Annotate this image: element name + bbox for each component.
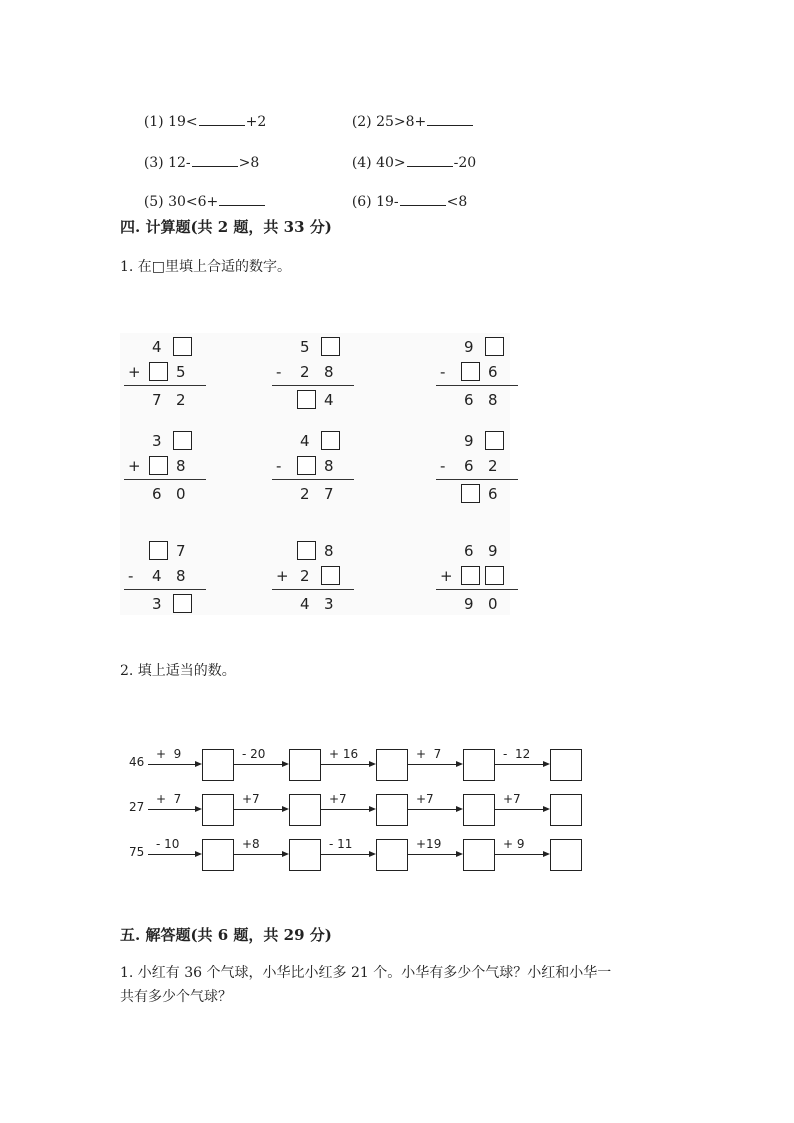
digit: 2 bbox=[176, 391, 186, 409]
chain-answer-box[interactable] bbox=[550, 749, 582, 781]
problem-row-res bbox=[436, 389, 526, 411]
vertical-problem bbox=[124, 430, 214, 508]
chain-arrow bbox=[321, 809, 374, 810]
problem-row-top bbox=[124, 336, 214, 358]
expr-after: -20 bbox=[453, 155, 477, 171]
vertical-problem bbox=[124, 540, 214, 618]
problem-row-top bbox=[436, 540, 526, 562]
chain-operation: + 16 bbox=[329, 747, 359, 761]
operator: + bbox=[440, 567, 453, 585]
problem-row-top bbox=[272, 430, 362, 452]
question-text: 1. 在□里填上合适的数字。 bbox=[120, 259, 292, 275]
problem-row-mid bbox=[272, 455, 362, 477]
digit: 4 bbox=[324, 391, 334, 409]
section-heading: 五. 解答题(共 6 题，共 29 分) bbox=[120, 926, 332, 944]
digit: 4 bbox=[152, 338, 162, 356]
chain-answer-box[interactable] bbox=[463, 794, 495, 826]
digit: 5 bbox=[176, 363, 186, 381]
chain-operation: - 11 bbox=[329, 837, 353, 851]
vertical-problem bbox=[436, 336, 526, 414]
problem-row-mid bbox=[124, 455, 214, 477]
chain-arrow bbox=[148, 854, 200, 855]
question-text: 1. 小红有 36 个气球，小华比小红多 21 个。小华有多少个气球？小红和小华一 bbox=[120, 965, 612, 981]
expr-before: 30<6+ bbox=[168, 194, 219, 210]
problem-row-mid bbox=[124, 361, 214, 383]
digit-answer-box[interactable] bbox=[149, 456, 168, 475]
chain-start-number: 75 bbox=[129, 845, 145, 859]
sum-line bbox=[272, 589, 354, 590]
question-text: 共有多少个气球？ bbox=[120, 989, 232, 1005]
problem-row-mid bbox=[272, 565, 362, 587]
chain-arrow bbox=[234, 809, 287, 810]
question-text: 2. 填上适当的数。 bbox=[120, 663, 236, 679]
digit: 0 bbox=[176, 485, 186, 503]
chain-answer-box[interactable] bbox=[202, 794, 234, 826]
chain-answer-box[interactable] bbox=[202, 749, 234, 781]
chain-answer-box[interactable] bbox=[289, 839, 321, 871]
digit: 6 bbox=[464, 542, 474, 560]
operator: - bbox=[276, 457, 282, 475]
chain-operation: +7 bbox=[416, 792, 434, 806]
sum-line bbox=[436, 385, 518, 386]
problem-row-top bbox=[272, 540, 362, 562]
chain-operation: +7 bbox=[503, 792, 521, 806]
chain-arrow bbox=[321, 854, 374, 855]
vertical-problem bbox=[436, 540, 526, 618]
chain-arrow bbox=[234, 854, 287, 855]
problem-row-top bbox=[436, 430, 526, 452]
chain-arrow bbox=[495, 764, 548, 765]
digit-answer-box[interactable] bbox=[173, 337, 192, 356]
digit: 3 bbox=[152, 432, 162, 450]
operator: + bbox=[128, 457, 141, 475]
digit-answer-box[interactable] bbox=[297, 541, 316, 560]
chain-answer-box[interactable] bbox=[289, 749, 321, 781]
sum-line bbox=[272, 385, 354, 386]
chain-operation: + 7 bbox=[416, 747, 442, 761]
digit: 9 bbox=[464, 338, 474, 356]
chain-operation: + 9 bbox=[503, 837, 525, 851]
sum-line bbox=[436, 589, 518, 590]
sum-line bbox=[124, 589, 206, 590]
problem-row-res bbox=[124, 593, 214, 615]
digit-answer-box[interactable] bbox=[149, 541, 168, 560]
chain-answer-box[interactable] bbox=[550, 839, 582, 871]
sum-line bbox=[124, 479, 206, 480]
chain-arrow bbox=[234, 764, 287, 765]
digit: 7 bbox=[152, 391, 162, 409]
digit-answer-box[interactable] bbox=[321, 566, 340, 585]
digit-answer-box[interactable] bbox=[461, 484, 480, 503]
item-label: (4) bbox=[351, 155, 372, 171]
expr-before: 40> bbox=[376, 155, 406, 171]
problem-row-res bbox=[436, 593, 526, 615]
chain-arrow bbox=[408, 854, 461, 855]
item-label: (6) bbox=[351, 194, 372, 210]
item-label: (5) bbox=[143, 194, 164, 210]
digit-answer-box[interactable] bbox=[173, 594, 192, 613]
digit-answer-box[interactable] bbox=[321, 337, 340, 356]
chain-operation: +19 bbox=[416, 837, 442, 851]
problem-row-mid bbox=[124, 565, 214, 587]
sum-line bbox=[272, 479, 354, 480]
digit: 2 bbox=[300, 567, 310, 585]
inequality-item bbox=[334, 177, 467, 226]
digit-answer-box[interactable] bbox=[297, 390, 316, 409]
digit: 6 bbox=[464, 457, 474, 475]
digit: 8 bbox=[324, 542, 334, 560]
expr-after: +2 bbox=[245, 114, 267, 130]
vertical-problem bbox=[124, 336, 214, 414]
problem-row-res bbox=[272, 389, 362, 411]
chain-arrow bbox=[495, 854, 548, 855]
vertical-problem bbox=[272, 430, 362, 508]
answer-blank[interactable] bbox=[199, 113, 245, 126]
answer-blank[interactable] bbox=[407, 154, 453, 167]
digit: 6 bbox=[152, 485, 162, 503]
problem-row-res bbox=[124, 389, 214, 411]
digit: 9 bbox=[464, 432, 474, 450]
chain-answer-box[interactable] bbox=[202, 839, 234, 871]
chain-answer-box[interactable] bbox=[289, 794, 321, 826]
chain-arrow bbox=[321, 764, 374, 765]
digit-answer-box[interactable] bbox=[321, 431, 340, 450]
digit: 2 bbox=[488, 457, 498, 475]
expr-before: 12- bbox=[168, 155, 191, 171]
digit: 9 bbox=[464, 595, 474, 613]
problem-row-res bbox=[436, 483, 526, 505]
problem-row-top bbox=[436, 336, 526, 358]
item-label: (2) bbox=[351, 114, 372, 130]
digit: 7 bbox=[176, 542, 186, 560]
digit: 8 bbox=[324, 363, 334, 381]
digit: 6 bbox=[488, 363, 498, 381]
vertical-problem bbox=[272, 336, 362, 414]
digit-answer-box[interactable] bbox=[485, 337, 504, 356]
digit: 8 bbox=[324, 457, 334, 475]
chain-answer-box[interactable] bbox=[550, 794, 582, 826]
problem-row-res bbox=[124, 483, 214, 505]
chain-arrow bbox=[408, 809, 461, 810]
problem-row-top bbox=[124, 540, 214, 562]
digit: 4 bbox=[152, 567, 162, 585]
expr-before: 19< bbox=[168, 114, 198, 130]
problem-row-top bbox=[272, 336, 362, 358]
chain-operation: +8 bbox=[242, 837, 260, 851]
chain-operation: - 10 bbox=[156, 837, 180, 851]
chain-arrow bbox=[495, 809, 548, 810]
chain-answer-box[interactable] bbox=[376, 794, 408, 826]
operator: - bbox=[440, 363, 446, 381]
chain-start-number: 46 bbox=[129, 755, 145, 769]
digit-answer-box[interactable] bbox=[297, 456, 316, 475]
chain-operation: - 12 bbox=[503, 747, 531, 761]
chain-answer-box[interactable] bbox=[463, 749, 495, 781]
digit-answer-box[interactable] bbox=[461, 362, 480, 381]
chain-arrow bbox=[408, 764, 461, 765]
chain-answer-box[interactable] bbox=[376, 839, 408, 871]
chain-arrow bbox=[148, 764, 200, 765]
digit: 6 bbox=[464, 391, 474, 409]
problem-row-top bbox=[124, 430, 214, 452]
chain-operation: + 9 bbox=[156, 747, 182, 761]
digit: 9 bbox=[488, 542, 498, 560]
digit: 2 bbox=[300, 363, 310, 381]
chain-operation: +7 bbox=[329, 792, 347, 806]
digit: 3 bbox=[152, 595, 162, 613]
digit: 2 bbox=[300, 485, 310, 503]
digit-answer-box[interactable] bbox=[173, 431, 192, 450]
digit: 8 bbox=[488, 391, 498, 409]
problem-row-mid bbox=[436, 455, 526, 477]
expr-after: >8 bbox=[238, 155, 260, 171]
problem-row-res bbox=[272, 593, 362, 615]
operator: - bbox=[440, 457, 446, 475]
expr-before: 25>8+ bbox=[376, 114, 427, 130]
digit-answer-box[interactable] bbox=[149, 362, 168, 381]
operator: - bbox=[128, 567, 134, 585]
digit-answer-box[interactable] bbox=[461, 566, 480, 585]
sum-line bbox=[436, 479, 518, 480]
digit: 3 bbox=[324, 595, 334, 613]
item-label: (1) bbox=[143, 114, 164, 130]
expr-before: 19- bbox=[376, 194, 399, 210]
answer-blank[interactable] bbox=[427, 113, 473, 126]
answer-blank[interactable] bbox=[400, 193, 446, 206]
problem-row-mid bbox=[272, 361, 362, 383]
digit-answer-box[interactable] bbox=[485, 566, 504, 585]
answer-blank[interactable] bbox=[192, 154, 238, 167]
chain-operation: + 7 bbox=[156, 792, 182, 806]
chain-answer-box[interactable] bbox=[463, 839, 495, 871]
problem-row-mid bbox=[436, 361, 526, 383]
digit: 4 bbox=[300, 595, 310, 613]
digit: 0 bbox=[488, 595, 498, 613]
chain-arrow bbox=[148, 809, 200, 810]
operator: - bbox=[276, 363, 282, 381]
digit: 4 bbox=[300, 432, 310, 450]
vertical-problem bbox=[436, 430, 526, 508]
vertical-problem bbox=[272, 540, 362, 618]
digit-answer-box[interactable] bbox=[485, 431, 504, 450]
chain-start-number: 27 bbox=[129, 800, 145, 814]
digit: 7 bbox=[324, 485, 334, 503]
chain-answer-box[interactable] bbox=[376, 749, 408, 781]
item-label: (3) bbox=[143, 155, 164, 171]
chain-operation: - 20 bbox=[242, 747, 266, 761]
expr-after: <8 bbox=[446, 194, 468, 210]
answer-blank[interactable] bbox=[219, 193, 265, 206]
digit: 6 bbox=[488, 485, 498, 503]
problem-row-res bbox=[272, 483, 362, 505]
chain-operation: +7 bbox=[242, 792, 260, 806]
section-heading: 四. 计算题(共 2 题，共 33 分) bbox=[120, 218, 332, 236]
problem-row-mid bbox=[436, 565, 526, 587]
sum-line bbox=[124, 385, 206, 386]
digit: 8 bbox=[176, 457, 186, 475]
digit: 5 bbox=[300, 338, 310, 356]
operator: + bbox=[276, 567, 289, 585]
digit: 8 bbox=[176, 567, 186, 585]
operator: + bbox=[128, 363, 141, 381]
